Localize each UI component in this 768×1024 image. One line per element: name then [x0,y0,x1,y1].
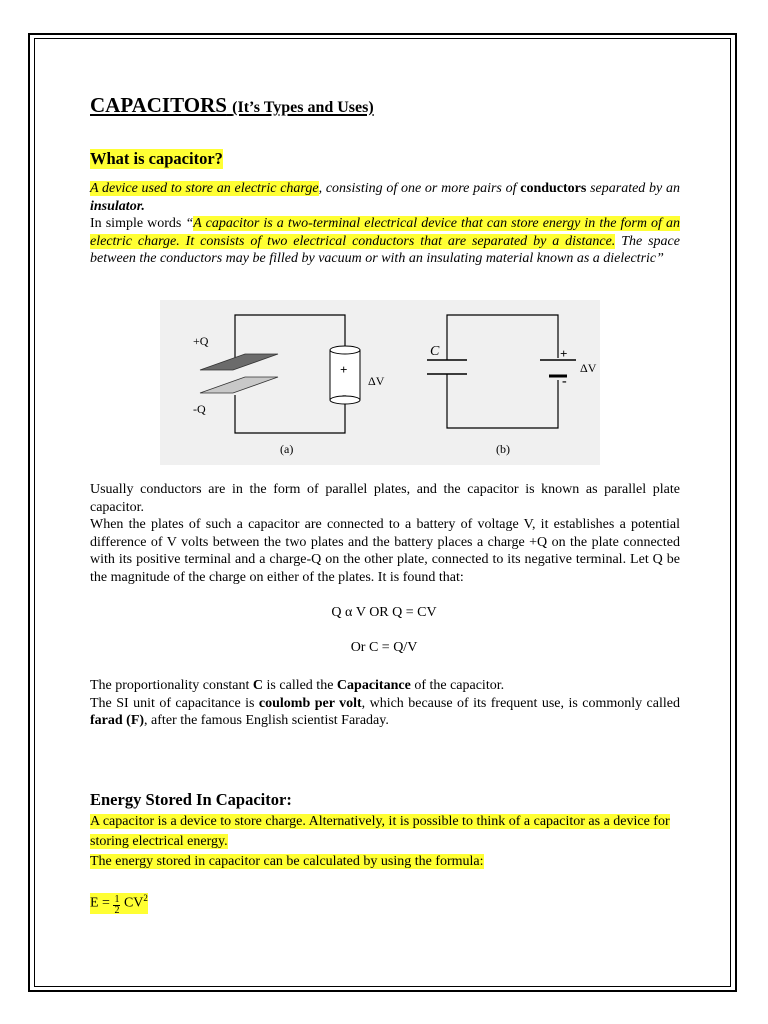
title-sub: (It’s Types and Uses) [232,99,374,116]
capacitor-definition-highlight: A capacitor is a two-terminal electrical device that can store energy in the form of an electric charge. It consists of two electrical conductors that are separated by a distance. [90,216,681,249]
section-heading-energy: Energy Stored In Capacitor: [90,790,292,809]
figure-label-a: (a) [280,442,294,456]
definition-paragraph [90,180,680,268]
battery-charge-paragraph: When the plates of such a capacitor are connected to a battery of voltage V, it establishes a potential difference of V volts between the two plates and the battery places a charge +Q on the plate connected with its positive terminal and a charge-Q on the other plate, connected to its negative terminal. Let Q be the magnitude of the charge on either of the plates. It is found that: [90,517,680,585]
battery-plus-b: + [560,346,568,361]
one-half-fraction: $\frac{1}{2}$ [114,894,120,916]
body-paragraphs [90,481,680,587]
c-term: C [252,678,264,693]
energy-line-2: The energy stored in capacitor can be calculated by using the formula: [90,854,484,869]
insulator-term: insulator. [90,198,145,214]
definition-text-1: , consisting of one or more pairs of [318,181,521,196]
capacitor-circuit-figure [160,300,600,465]
energy-line-1: A capacitor is a device to store charge. Alternatively, it is possible to think of a capacitor as a device for storing electrical energy. [90,814,670,849]
battery-minus-b: - [562,374,567,389]
battery-minus-a: - [342,388,347,403]
capacitance-paragraphs: The proportionality constant C is called the Capacitance of the capacitor. The SI unit of capacitance is coulomb per volt, which because of its frequent use, is commonly called farad (F), after the famous English scientist Faraday. [90,678,680,729]
capacitor-c-label: C [430,344,440,359]
figure-label-b: (b) [496,442,510,456]
parallel-plate-paragraph: Usually conductors are in the form of parallel plates, and the capacitor is known as parallel plate capacitor. [90,482,680,515]
farad-term: farad (F) [90,713,145,729]
plus-q-label: +Q [193,334,209,348]
definition-text-2: separated by an [586,181,680,196]
simple-words-prefix: In simple words [90,216,186,232]
energy-paragraph [90,812,680,872]
section-heading-what-is-capacitor: What is capacitor? [90,149,223,168]
delta-v-label-a: ΔV [368,374,385,388]
proportionality-equation: Q α V OR Q = CV [331,605,437,620]
coulomb-per-volt-term: coulomb per volt [258,695,362,711]
page-title [90,93,374,118]
title-main: CAPACITORS [90,93,227,117]
definition-highlight: A device used to store an electric charge [90,181,319,196]
battery-plus-a: + [340,362,348,377]
delta-v-label-b: ΔV [580,361,597,375]
capacitance-term: Capacitance [336,678,411,693]
conductors-term: conductors [520,181,587,196]
quote-open: “ [185,216,194,232]
energy-formula: E = $\frac{1}{2}$ $CV^2$ [90,893,148,916]
capacitor-definition-rest: The space between the conductors may be filled by vacuum or with an insulating material known as a dielectric” [90,233,680,267]
minus-q-label: -Q [193,402,206,416]
capacitance-equation: Or C = Q/V [350,640,418,655]
